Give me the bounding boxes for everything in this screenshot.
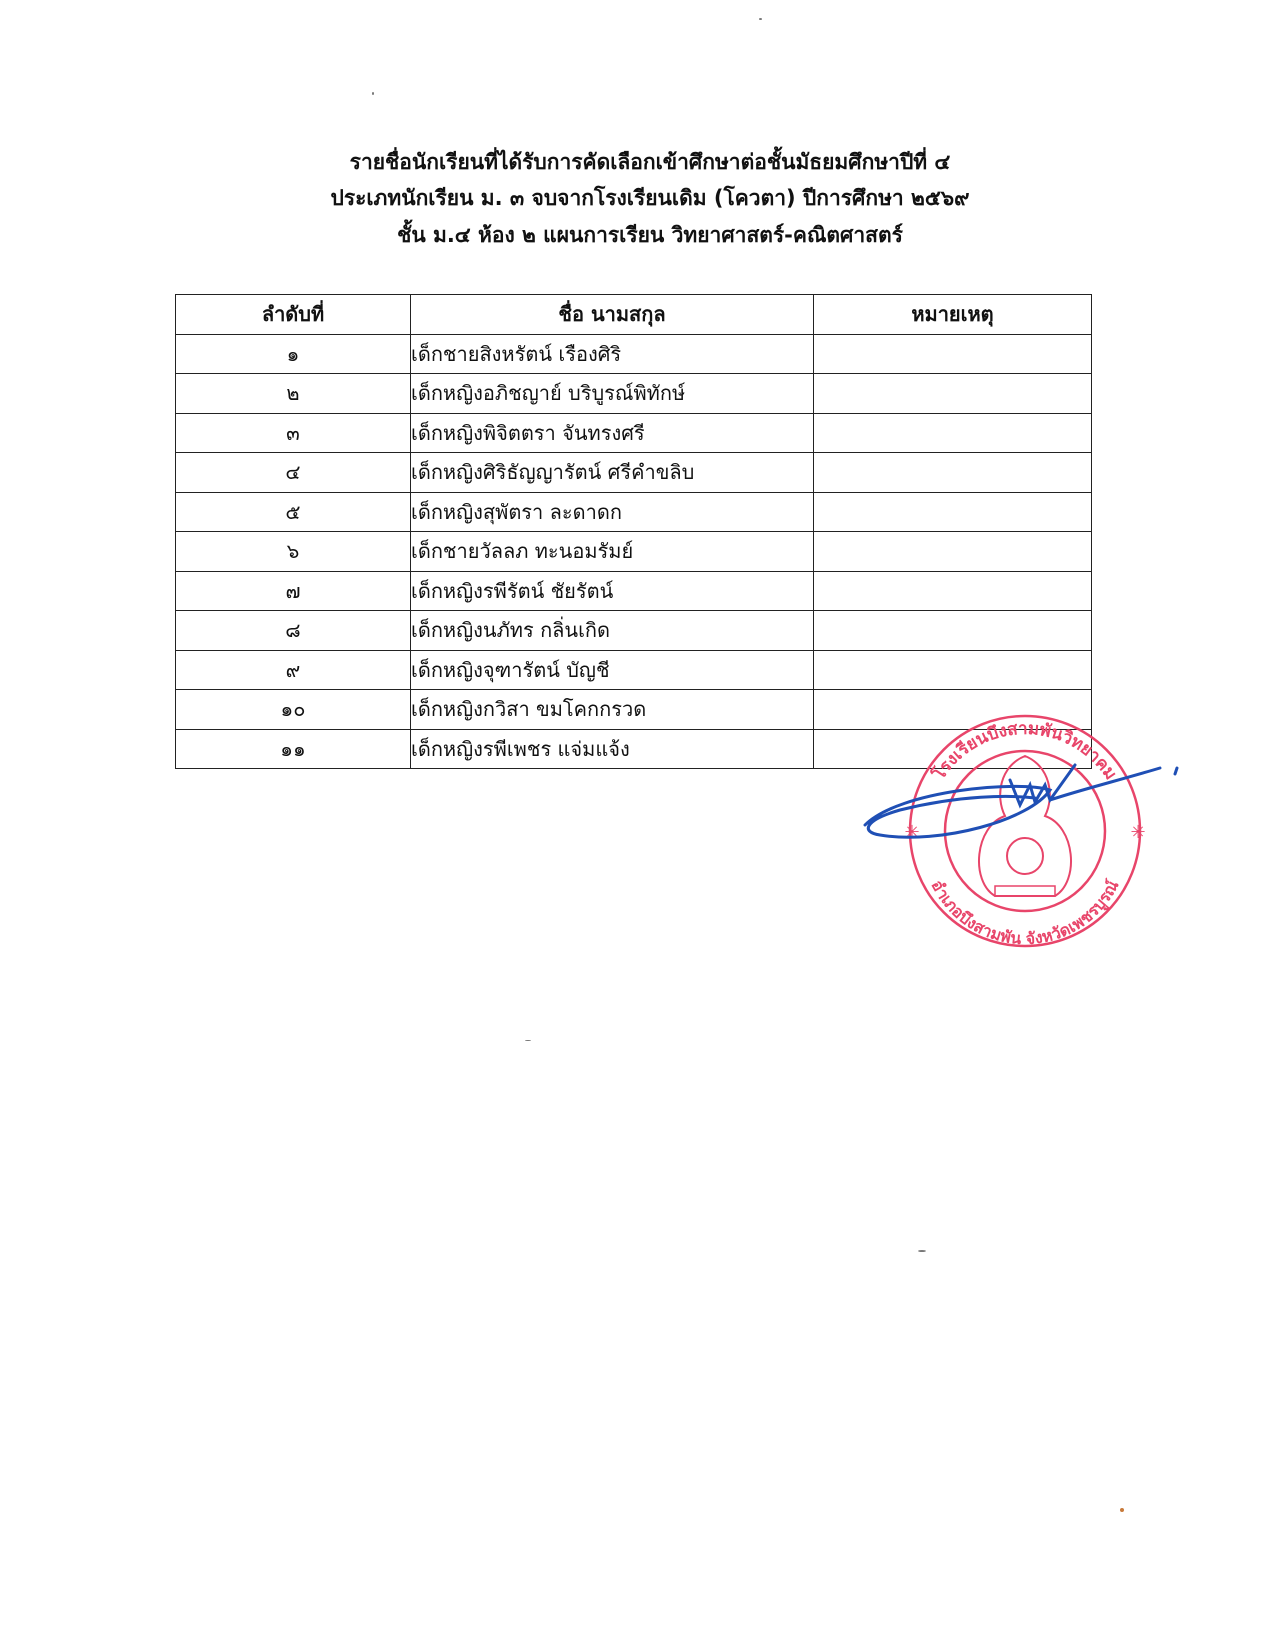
row-student-name: เด็กหญิงศิริธัญญารัตน์ ศรีคำขลิบ: [411, 453, 814, 493]
row-student-name: เด็กชายสิงหรัตน์ เรืองศิริ: [411, 334, 814, 374]
row-student-name: เด็กหญิงรพีรัตน์ ชัยรัตน์: [411, 571, 814, 611]
row-order-number: ๒: [176, 374, 411, 414]
stamp-top-text: โรงเรียนบึงสามพันวิทยาคม: [929, 718, 1121, 784]
row-remark: [814, 532, 1092, 572]
row-order-number: ๘: [176, 611, 411, 651]
row-remark: [814, 729, 1092, 769]
row-remark: [814, 650, 1092, 690]
document-title-line-1: รายชื่อนักเรียนที่ได้รับการคัดเลือกเข้าศึกษาต่อชั้นมัธยมศึกษาปีที่ ๔: [349, 150, 951, 174]
student-roster-table: [175, 294, 1092, 769]
row-remark: [814, 413, 1092, 453]
scan-speck: [372, 92, 374, 95]
stamp-emblem-icon: [979, 756, 1071, 896]
table-row: [176, 374, 1092, 414]
scan-speck: [918, 1250, 926, 1252]
document-title-line-3: ชั้น ม.๔ ห้อง ๒ แผนการเรียน วิทยาศาสตร์-คณิตศาสตร์: [397, 223, 903, 247]
signature: [860, 760, 1180, 870]
row-order-number: ๑๐: [176, 690, 411, 730]
table-row: [176, 650, 1092, 690]
table-row: [176, 334, 1092, 374]
stamp-emblem-center: [1007, 838, 1043, 874]
document-title-line-2: ประเภทนักเรียน ม. ๓ จบจากโรงเรียนเดิม (โควตา) ปีการศึกษา ๒๕๖๙: [330, 186, 970, 210]
row-student-name: เด็กหญิงกวิสา ขมโคกกรวด: [411, 690, 814, 730]
row-order-number: ๓: [176, 413, 411, 453]
table-header-row: [176, 295, 1092, 335]
row-order-number: ๕: [176, 492, 411, 532]
row-student-name: เด็กหญิงนภัทร กลิ่นเกิด: [411, 611, 814, 651]
row-order-number: ๑๑: [176, 729, 411, 769]
row-remark: [814, 492, 1092, 532]
row-remark: [814, 571, 1092, 611]
table-body: [176, 334, 1092, 769]
row-student-name: เด็กหญิงรพีเพชร แจ่มแจ้ง: [411, 729, 814, 769]
header-name: ชื่อ นามสกุล: [411, 295, 814, 335]
table-row: [176, 532, 1092, 572]
row-order-number: ๖: [176, 532, 411, 572]
table-row: [176, 453, 1092, 493]
row-order-number: ๑: [176, 334, 411, 374]
signature-stroke: [865, 765, 1177, 837]
scan-speck: [759, 18, 762, 20]
row-order-number: ๙: [176, 650, 411, 690]
row-order-number: ๔: [176, 453, 411, 493]
table-row: [176, 729, 1092, 769]
header-remark: หมายเหตุ: [814, 295, 1092, 335]
row-student-name: เด็กหญิงจุฑารัตน์ บัญชี: [411, 650, 814, 690]
table-row: [176, 413, 1092, 453]
row-remark: [814, 611, 1092, 651]
stamp-star-right-icon: ✳: [1130, 822, 1146, 843]
table-row: [176, 690, 1092, 730]
row-order-number: ๗: [176, 571, 411, 611]
table-row: [176, 492, 1092, 532]
row-remark: [814, 690, 1092, 730]
header-order: ลำดับที่: [176, 295, 411, 335]
stamp-emblem-banner: [995, 886, 1055, 896]
scan-speck: [525, 1040, 531, 1041]
row-student-name: เด็กหญิงอภิชญาย์ บริบูรณ์พิทักษ์: [411, 374, 814, 414]
stamp-star-left-icon: ✳: [904, 822, 920, 843]
row-student-name: เด็กชายวัลลภ ทะนอมรัมย์: [411, 532, 814, 572]
stamp-inner-ring: [945, 751, 1105, 911]
row-student-name: เด็กหญิงพิจิตตรา จันทรงศรี: [411, 413, 814, 453]
row-remark: [814, 374, 1092, 414]
row-student-name: เด็กหญิงสุพัตรา ละดาดก: [411, 492, 814, 532]
row-remark: [814, 334, 1092, 374]
stamp-bottom-text: อำเภอบึงสามพัน จังหวัดเพชรบูรณ์: [927, 876, 1123, 949]
table-row: [176, 611, 1092, 651]
scan-speck: [1120, 1508, 1124, 1512]
row-remark: [814, 453, 1092, 493]
table-row: [176, 571, 1092, 611]
